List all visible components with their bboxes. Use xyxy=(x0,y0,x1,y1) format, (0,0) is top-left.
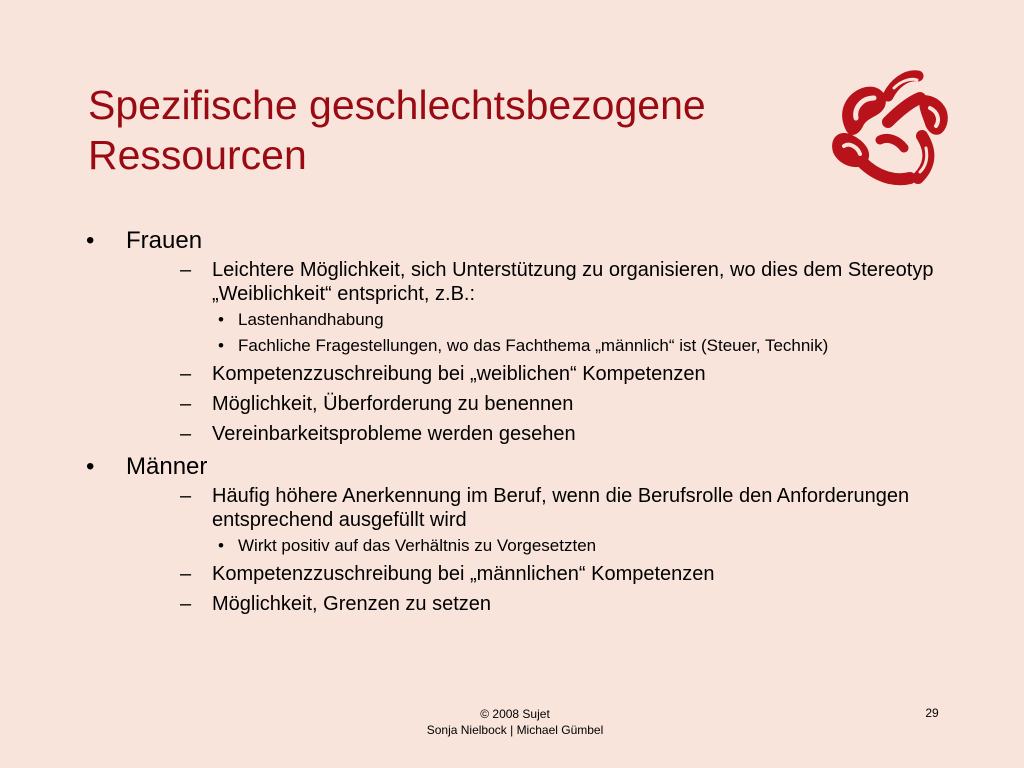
sujet-logo-icon xyxy=(822,66,960,194)
dash-marker: – xyxy=(180,423,192,445)
sub-sub-list xyxy=(212,310,946,356)
title-line-1: Spezifische geschlechtsbezogene xyxy=(88,82,706,128)
list-item xyxy=(170,362,946,386)
bullet-marker: • xyxy=(218,336,224,355)
item-text: Häufig höhere Anerkennung im Beruf, wenn die Berufsrolle den Anforderungen entsprechend ausgefüllt wird xyxy=(212,485,910,531)
bullet-marker: • xyxy=(86,453,95,480)
item-text: Möglichkeit, Überforderung zu benennen xyxy=(212,393,574,415)
page-number: 29 xyxy=(925,706,939,720)
list-item xyxy=(212,536,946,556)
item-text: Fachliche Fragestellungen, wo das Fachthema „männlich“ ist (Steuer, Technik) xyxy=(238,336,829,355)
list-item xyxy=(170,562,946,586)
item-text: Wirkt positiv auf das Verhältnis zu Vorgesetzten xyxy=(238,536,597,555)
footer xyxy=(380,706,650,738)
list-item xyxy=(212,310,946,330)
sub-list xyxy=(170,484,946,616)
list-item xyxy=(212,336,946,356)
section-label: Männer xyxy=(126,453,208,480)
item-text: Kompetenzzuschreibung bei „weiblichen“ Kompetenzen xyxy=(212,363,706,385)
item-text: Möglichkeit, Grenzen zu setzen xyxy=(212,593,492,615)
slide-title xyxy=(88,80,808,180)
title-line-2: Ressourcen xyxy=(88,132,307,178)
copyright-text: © 2008 Sujet xyxy=(480,707,550,721)
section-label: Frauen xyxy=(126,227,203,254)
list-item-frauen xyxy=(86,226,946,446)
bullet-marker: • xyxy=(218,536,224,555)
authors-text: Sonja Nielbock | Michael Gümbel xyxy=(426,723,604,737)
list-item xyxy=(170,422,946,446)
item-text: Leichtere Möglichkeit, sich Unterstützung zu organisieren, wo dies dem Stereotyp „Weiblichkeit“ entspricht, z.B.: xyxy=(212,259,934,305)
list-item xyxy=(170,392,946,416)
dash-marker: – xyxy=(180,563,192,585)
dash-marker: – xyxy=(180,363,192,385)
sub-list xyxy=(170,258,946,446)
sub-sub-list xyxy=(212,536,946,556)
list-item xyxy=(170,484,946,556)
dash-marker: – xyxy=(180,259,192,281)
dash-marker: – xyxy=(180,485,192,507)
bullet-list xyxy=(86,226,946,616)
bullet-marker: • xyxy=(218,310,224,329)
item-text: Lastenhandhabung xyxy=(238,310,384,329)
dash-marker: – xyxy=(180,593,192,615)
list-item xyxy=(170,592,946,616)
item-text: Kompetenzzuschreibung bei „männlichen“ Kompetenzen xyxy=(212,563,715,585)
slide-content xyxy=(86,224,946,622)
list-item xyxy=(170,258,946,356)
bullet-marker: • xyxy=(86,227,95,254)
list-item-maenner xyxy=(86,452,946,616)
dash-marker: – xyxy=(180,393,192,415)
item-text: Vereinbarkeitsprobleme werden gesehen xyxy=(212,423,576,445)
